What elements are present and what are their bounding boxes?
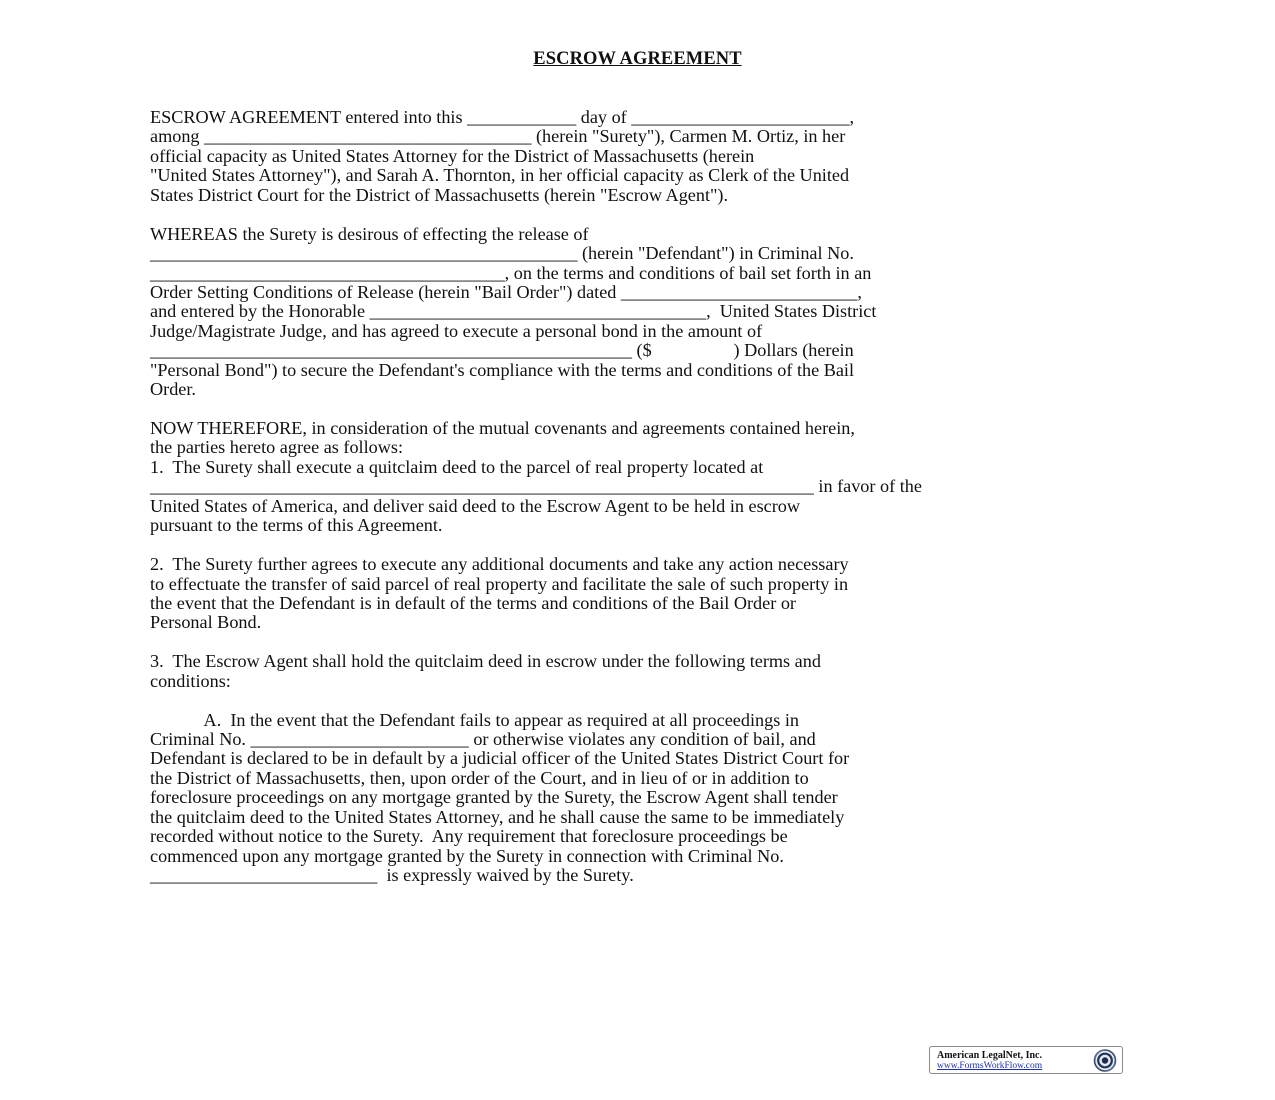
footer-badge[interactable] [929,1046,1123,1074]
body-line: recorded without notice to the Surety. Any requirement that foreclosure proceedings be [150,826,788,847]
footer-url-link[interactable]: www.FormsWorkFlow.com [937,1061,1043,1071]
body-line: Order. [150,379,196,400]
body-line: NOW THEREFORE, in consideration of the mutual covenants and agreements contained herein, [150,418,855,438]
body-line: commenced upon any mortgage granted by the Surety in connection with Criminal No. [150,845,784,866]
body-line: Defendant is declared to be in default by a judicial officer of the United States District Court for [150,748,850,769]
body-line: the District of Massachusetts, then, upon order of the Court, and in lieu of or in addition to [150,767,809,788]
body-line: "United States Attorney"), and Sarah A. Thornton, in her official capacity as Clerk of the United [150,165,850,186]
body-line: _____________________________________________________ ($ ) Dollars (herein [150,340,854,361]
paragraph-gap [150,205,1140,224]
body-line: among ____________________________________ (herein "Surety"), Carmen M. Ortiz, in her [150,126,846,147]
body-line: _______________________________________________ (herein "Defendant") in Criminal No. [150,243,854,264]
body-line: Personal Bond. [150,612,262,633]
body-line: foreclosure proceedings on any mortgage granted by the Surety, the Escrow Agent shall tender [150,787,838,808]
body-line: United States of America, and deliver said deed to the Escrow Agent to be held in escrow [150,495,801,516]
body-line: States District Court for the District of Massachusetts (herein "Escrow Agent"). [150,184,729,205]
body-line: _________________________________________________________________________ in favor of the [150,476,922,497]
body-line: 2. The Surety further agrees to execute any additional documents and take any action necessary [150,554,849,575]
body-line: 1. The Surety shall execute a quitclaim deed to the parcel of real property located at [150,456,764,477]
paragraph-gap [150,691,1140,710]
body-line: 3. The Escrow Agent shall hold the quitclaim deed in escrow under the following terms and [150,651,821,672]
body-line: A. In the event that the Defendant fails to appear as required at all proceedings in [150,709,799,730]
body-line: Order Setting Conditions of Release (herein "Bail Order") dated __________________________, [150,281,862,302]
body-line: conditions: [150,670,231,691]
body-line: the quitclaim deed to the United States Attorney, and he shall cause the same to be immediately [150,806,845,827]
agreement-body [150,108,1140,886]
paragraph-gap [150,400,1140,419]
body-line: and entered by the Honorable _____________________________________, United States District [150,301,877,322]
document-title: ESCROW AGREEMENT [533,49,742,69]
body-line: official capacity as United States Attorney for the District of Massachusetts (herein [150,145,755,166]
body-line: the parties hereto agree as follows: [150,437,404,458]
body-line: ESCROW AGREEMENT entered into this ____________ day of ________________________, [150,107,855,127]
body-line: pursuant to the terms of this Agreement. [150,515,443,536]
body-line: to effectuate the transfer of said parcel of real property and facilitate the sale of such property in [150,573,849,594]
footer-company: American LegalNet, Inc. [937,1050,1042,1061]
body-line: Judge/Magistrate Judge, and has agreed to execute a personal bond in the amount of [150,320,763,341]
body-line: WHEREAS the Surety is desirous of effecting the release of [150,223,589,244]
body-line: _______________________________________, on the terms and conditions of bail set forth in an [150,262,872,283]
body-line: the event that the Defendant is in default of the terms and conditions of the Bail Order or [150,592,796,613]
body-line: _________________________ is expressly waived by the Surety. [150,865,634,886]
body-line: "Personal Bond") to secure the Defendant's compliance with the terms and conditions of the Bail [150,359,855,380]
legalnet-swirl-logo-icon [1086,1048,1120,1073]
paragraph-gap [150,633,1140,652]
paragraph-gap [150,536,1140,555]
body-line: Criminal No. ________________________ or otherwise violates any condition of bail, and [150,729,816,749]
